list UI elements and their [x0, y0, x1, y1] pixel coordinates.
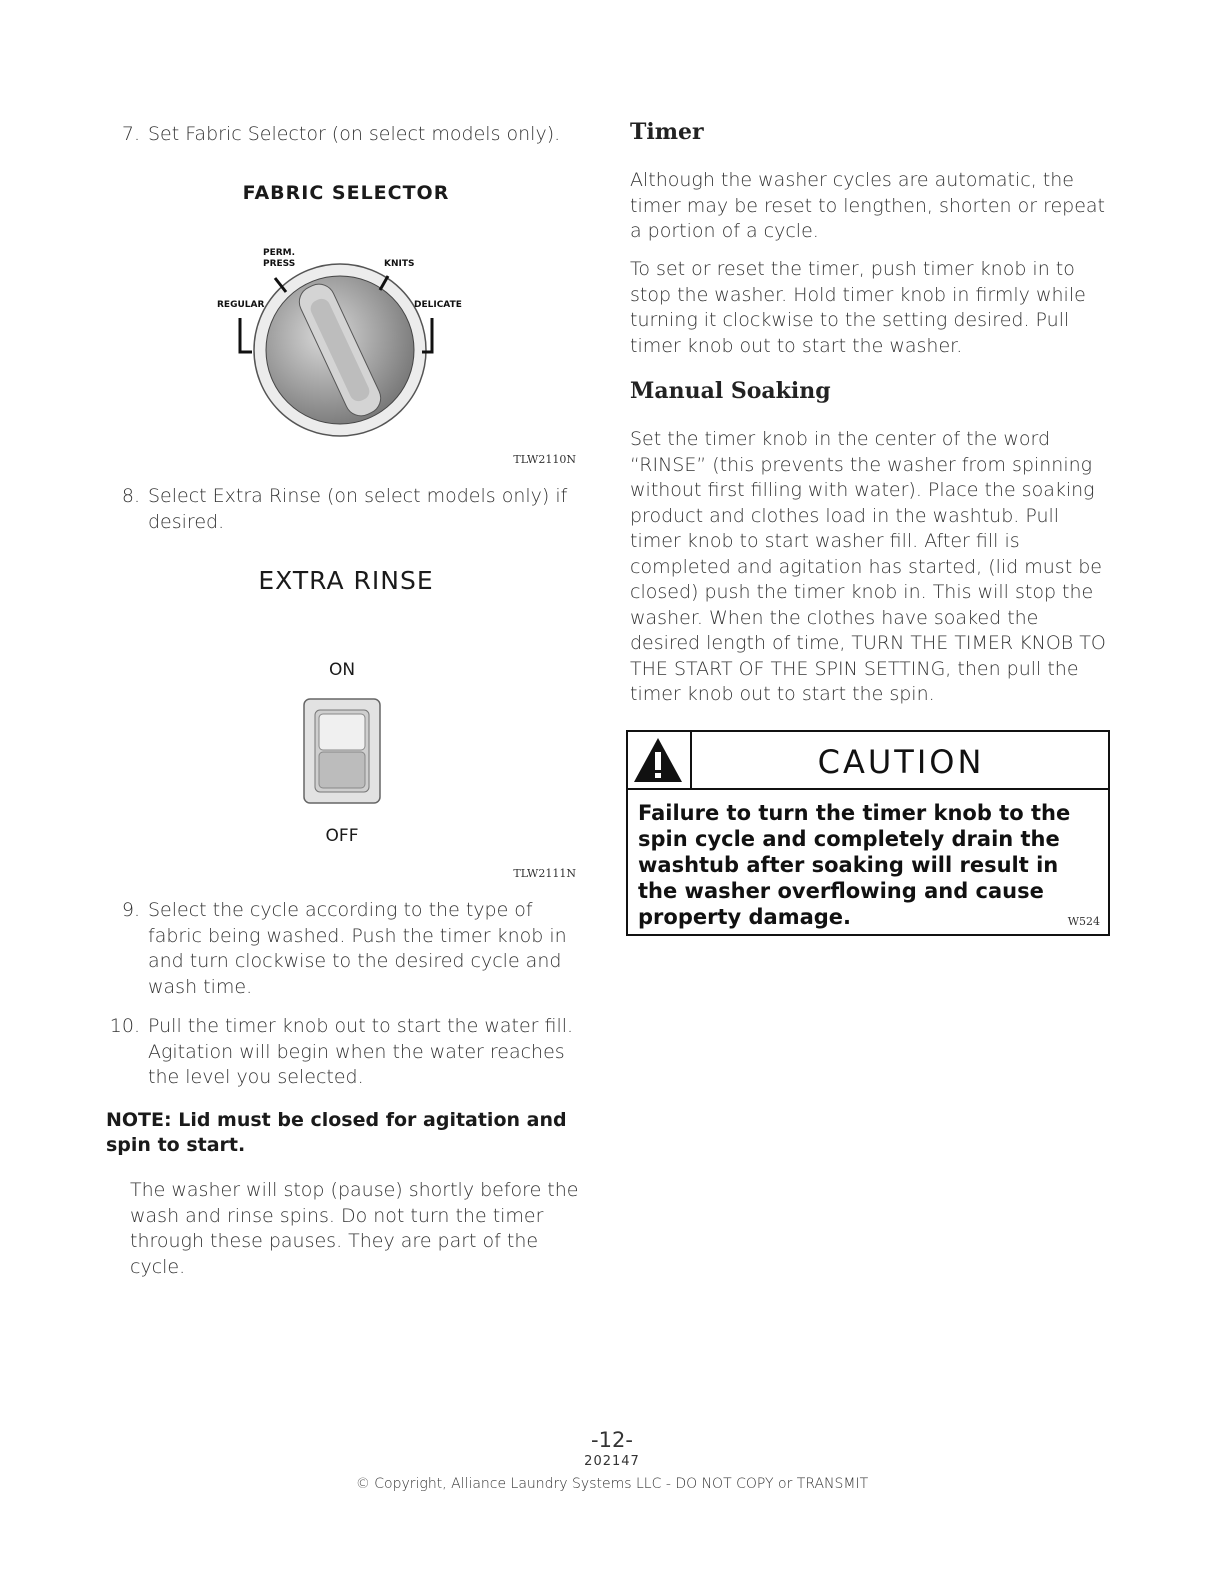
extra-rinse-title: EXTRA RINSE — [258, 566, 434, 595]
caution-icon-cell — [628, 732, 692, 788]
step-number: 9. — [121, 899, 140, 921]
fabric-selector-title: FABRIC SELECTOR — [242, 182, 450, 204]
rocker-switch — [303, 698, 381, 804]
step-8 — [100, 484, 580, 535]
rinse-off-label: OFF — [325, 826, 359, 846]
manual-soaking-paragraph: Set the timer knob in the center of the word “RINSE” (this prevents the washer from spinning without first filling with water). Place the soaking product and clothes load in the washtub. Pull timer knob to start washer fill. After fill is completed and agitation has started, (lid must be closed) push the timer knob in. This will stop the washer. When the clothes have soaked the desired length of time, TURN THE TIMER KNOB TO THE START OF THE SPIN SETTING, then pull the timer knob out to start the spin. — [630, 428, 1106, 705]
timer-paragraph-2: To set or reset the timer, push timer knob in to stop the washer. Hold timer knob in firmly while turning it clockwise to the setting desired. Pull timer knob out to start the washer. — [630, 258, 1086, 357]
step-text: Pull the timer knob out to start the water fill. Agitation will begin when the water reaches the level you selected. — [148, 1015, 574, 1088]
caution-code: W524 — [1067, 915, 1100, 928]
caution-word: CAUTION — [817, 743, 985, 781]
step-number: 7. — [121, 123, 140, 145]
rinse-on-label: ON — [328, 660, 356, 680]
note-heading: NOTE: Lid must be closed for agitation and spin to start. — [106, 1109, 567, 1156]
rocker-switch-illustration — [303, 698, 381, 804]
timer-heading: Timer — [630, 119, 704, 145]
label-regular: REGULAR — [217, 300, 265, 310]
label-press: PRESS — [263, 259, 296, 269]
timer-paragraph-1: Although the washer cycles are automatic, the timer may be reset to lengthen, shorten or repeat a portion of a cycle. — [630, 169, 1105, 242]
figure-code: TLW2110N — [513, 453, 576, 466]
label-delicate: DELICATE — [414, 300, 462, 310]
caution-message: Failure to turn the timer knob to the spin cycle and completely drain the washtub after soaking will result in the washer overflowing and cause property damage. — [638, 801, 1071, 929]
note-body: The washer will stop (pause) shortly before the wash and rinse spins. Do not turn the timer through these pauses. They are part of the cycle. — [130, 1179, 579, 1278]
step-text: Set Fabric Selector (on select models only). — [148, 123, 561, 145]
step-10 — [100, 1014, 580, 1091]
document-number: 202147 — [584, 1454, 640, 1469]
copyright-notice: © Copyright, Alliance Laundry Systems LLC - DO NOT COPY or TRANSMIT — [355, 1476, 869, 1492]
manual-soaking-heading: Manual Soaking — [630, 378, 831, 404]
fabric-selector-figure — [200, 240, 500, 440]
caution-header — [628, 732, 1108, 790]
label-perm: PERM. — [263, 248, 296, 258]
step-text: Select Extra Rinse (on select models only) if desired. — [148, 485, 568, 533]
page-number: -12- — [591, 1428, 633, 1452]
caution-box — [626, 730, 1110, 936]
step-text: Select the cycle according to the type of fabric being washed. Push the timer knob in and turn clockwise to the desired cycle and wash time. — [148, 899, 567, 998]
label-knits: KNITS — [384, 259, 415, 269]
fabric-selector-dial-illustration — [200, 240, 500, 440]
step-7 — [100, 122, 580, 148]
step-9 — [100, 898, 570, 1000]
warning-triangle-icon — [628, 732, 688, 786]
step-number: 10. — [109, 1015, 140, 1037]
step-number: 8. — [121, 485, 140, 507]
figure-code: TLW2111N — [513, 867, 576, 880]
